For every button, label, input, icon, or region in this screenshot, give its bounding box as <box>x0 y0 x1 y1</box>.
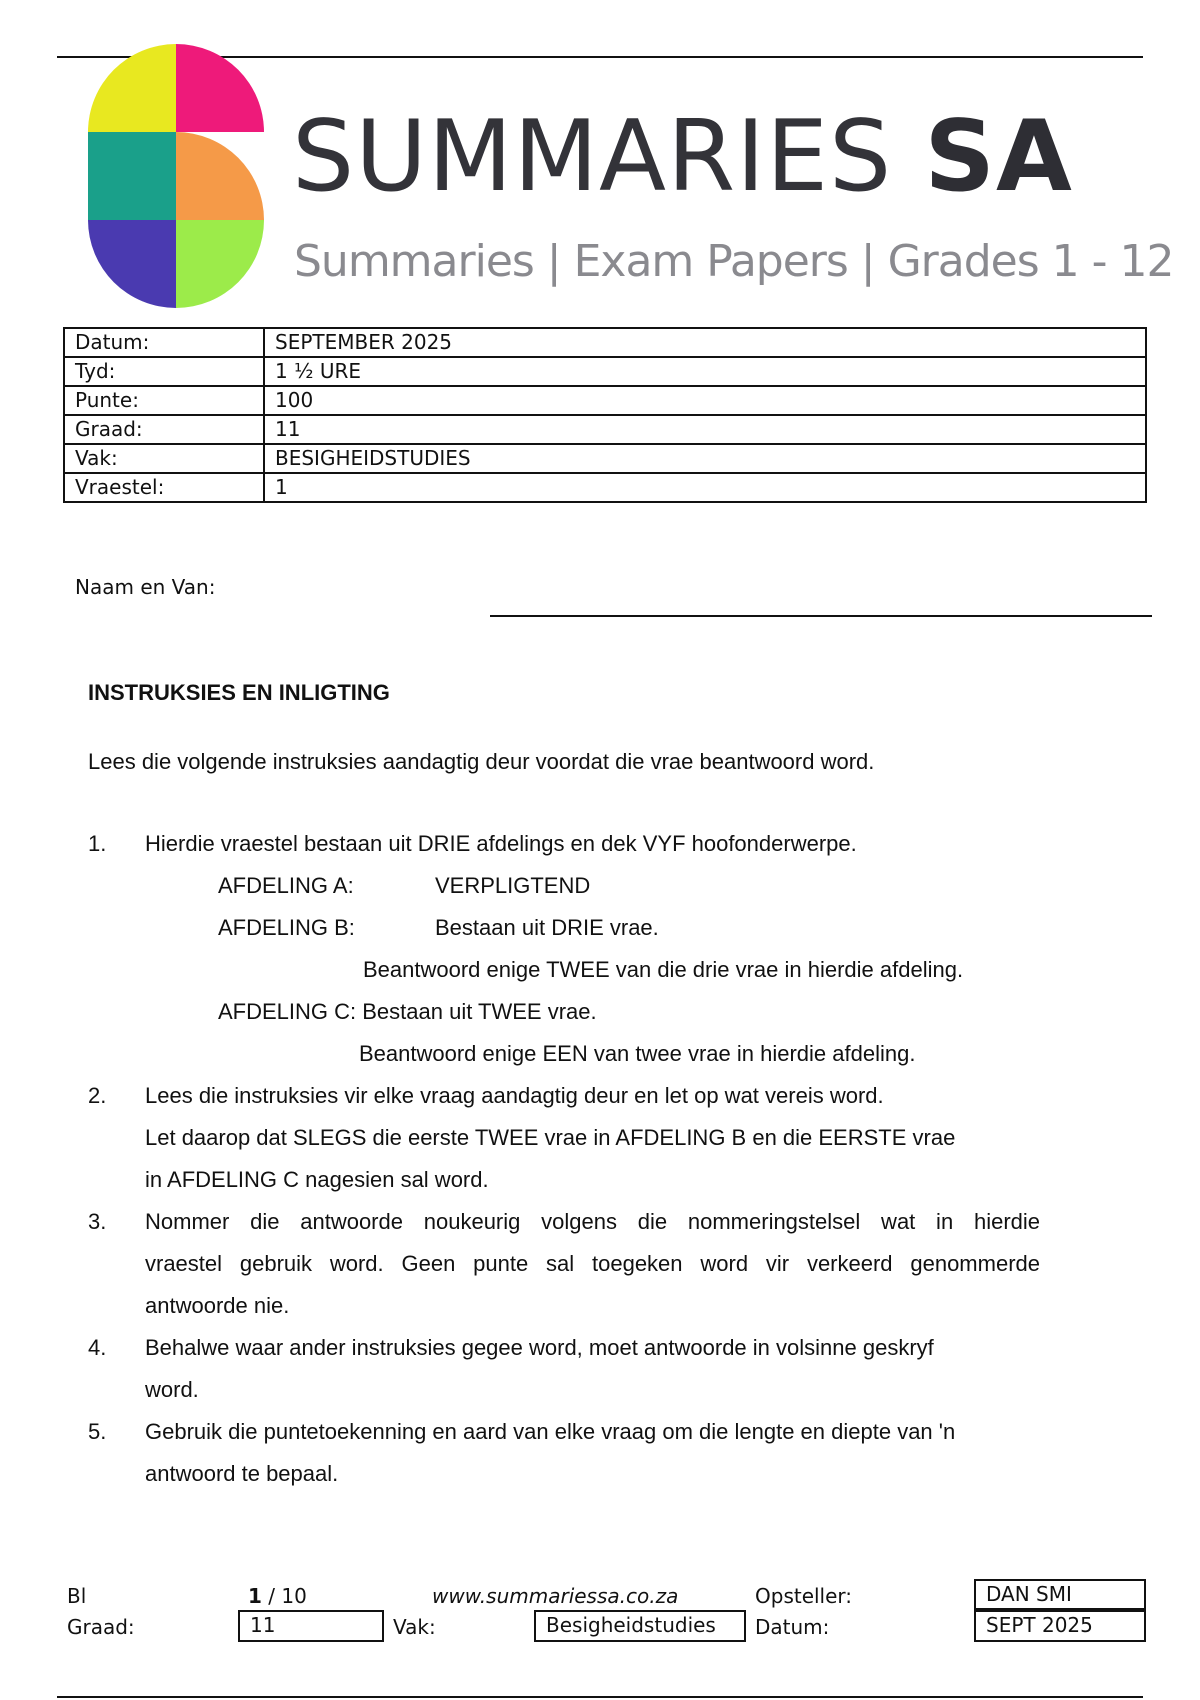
section-c-note: Beantwoord enige EEN van twee vrae in hierdie afdeling. <box>359 1041 916 1066</box>
instruction-text: in AFDELING C nagesien sal word. <box>145 1167 489 1192</box>
section-a-value: VERPLIGTEND <box>435 873 591 898</box>
section-c-line: AFDELING C: Bestaan uit TWEE vrae. <box>218 999 597 1024</box>
footer-vak-value: Besigheidstudies <box>534 1610 746 1642</box>
section-b-note: Beantwoord enige TWEE van die drie vrae in hierdie afdeling. <box>363 957 964 982</box>
instruction-text: antwoorde nie. <box>145 1293 290 1318</box>
logo-green-segment <box>176 220 264 308</box>
instruction-text: Behalwe waar ander instruksies gegee word, moet antwoorde in volsinne geskryf <box>145 1335 934 1360</box>
section-a-label: AFDELING A: <box>218 873 354 898</box>
table-row <box>64 473 1146 502</box>
table-row <box>64 357 1146 386</box>
instruction-text: antwoord te bepaal. <box>145 1461 339 1486</box>
item-number: 5. <box>88 1419 107 1444</box>
footer-datum-value: SEPT 2025 <box>974 1610 1146 1642</box>
item-number: 4. <box>88 1335 107 1360</box>
instructions-heading: INSTRUKSIES EN INLIGTING <box>88 680 390 705</box>
instruction-text: Lees die instruksies vir elke vraag aandagtig deur en let op wat vereis word. <box>145 1083 884 1108</box>
name-input-line[interactable] <box>490 615 1152 617</box>
footer-graad-value: 11 <box>238 1610 384 1642</box>
brand-subtitle: Summaries | Exam Papers | Grades 1 - 12 <box>294 236 1174 287</box>
footer-url: www.summariessa.co.za <box>432 1584 679 1608</box>
instruction-text: Gebruik die puntetoekenning en aard van elke vraag om die lengte en diepte van 'n <box>145 1419 956 1444</box>
summaries-sa-logo <box>88 44 264 308</box>
footer-vak-label: Vak: <box>393 1615 436 1639</box>
logo-pink-segment <box>176 44 264 132</box>
name-label: Naam en Van: <box>75 575 216 599</box>
footer-page-number <box>248 1584 307 1608</box>
page-total: / 10 <box>268 1584 307 1608</box>
bottom-rule <box>57 1696 1143 1698</box>
info-label: Tyd: <box>64 357 264 386</box>
footer-opsteller-value: DAN SMI <box>974 1579 1146 1610</box>
info-value: BESIGHEIDSTUDIES <box>264 444 1146 473</box>
instruction-text: Hierdie vraestel bestaan uit DRIE afdelings en dek VYF hoofonderwerpe. <box>145 831 857 856</box>
instructions-intro: Lees die volgende instruksies aandagtig deur voordat die vrae beantwoord word. <box>88 749 875 774</box>
instruction-text: vraestel gebruik word. Geen punte sal toegeken word vir verkeerd genommerde <box>145 1251 1040 1276</box>
brand-title: SUMMARIES SA <box>292 100 1073 214</box>
section-b-label: AFDELING B: <box>218 915 355 940</box>
logo-teal-segment <box>88 132 176 220</box>
footer-bl-label: Bl <box>67 1584 87 1608</box>
item-number: 2. <box>88 1083 107 1108</box>
info-value: 100 <box>264 386 1146 415</box>
footer-graad-label: Graad: <box>67 1615 135 1639</box>
item-number: 1. <box>88 831 107 856</box>
info-value: 1 <box>264 473 1146 502</box>
footer-opsteller-label: Opsteller: <box>755 1584 853 1608</box>
table-row <box>64 386 1146 415</box>
logo-purple-segment <box>88 220 176 308</box>
table-row <box>64 415 1146 444</box>
info-label: Punte: <box>64 386 264 415</box>
exam-info-table <box>63 327 1147 503</box>
item-number: 3. <box>88 1209 107 1234</box>
section-b-value: Bestaan uit DRIE vrae. <box>435 915 659 940</box>
info-label: Graad: <box>64 415 264 444</box>
page-current: 1 <box>248 1584 262 1608</box>
info-label: Vak: <box>64 444 264 473</box>
table-row <box>64 444 1146 473</box>
table-row <box>64 328 1146 357</box>
instruction-text: Nommer die antwoorde noukeurig volgens die nommeringstelsel wat in hierdie <box>145 1209 1040 1234</box>
info-value: 11 <box>264 415 1146 444</box>
info-label: Datum: <box>64 328 264 357</box>
info-value: 1 ½ URE <box>264 357 1146 386</box>
info-label: Vraestel: <box>64 473 264 502</box>
footer-datum-label: Datum: <box>755 1615 830 1639</box>
logo-orange-segment <box>176 132 264 220</box>
instruction-text: word. <box>145 1377 199 1402</box>
instruction-text: Let daarop dat SLEGS die eerste TWEE vrae in AFDELING B en die EERSTE vrae <box>145 1125 956 1150</box>
info-value: SEPTEMBER 2025 <box>264 328 1146 357</box>
logo-yellow-segment <box>88 44 176 132</box>
